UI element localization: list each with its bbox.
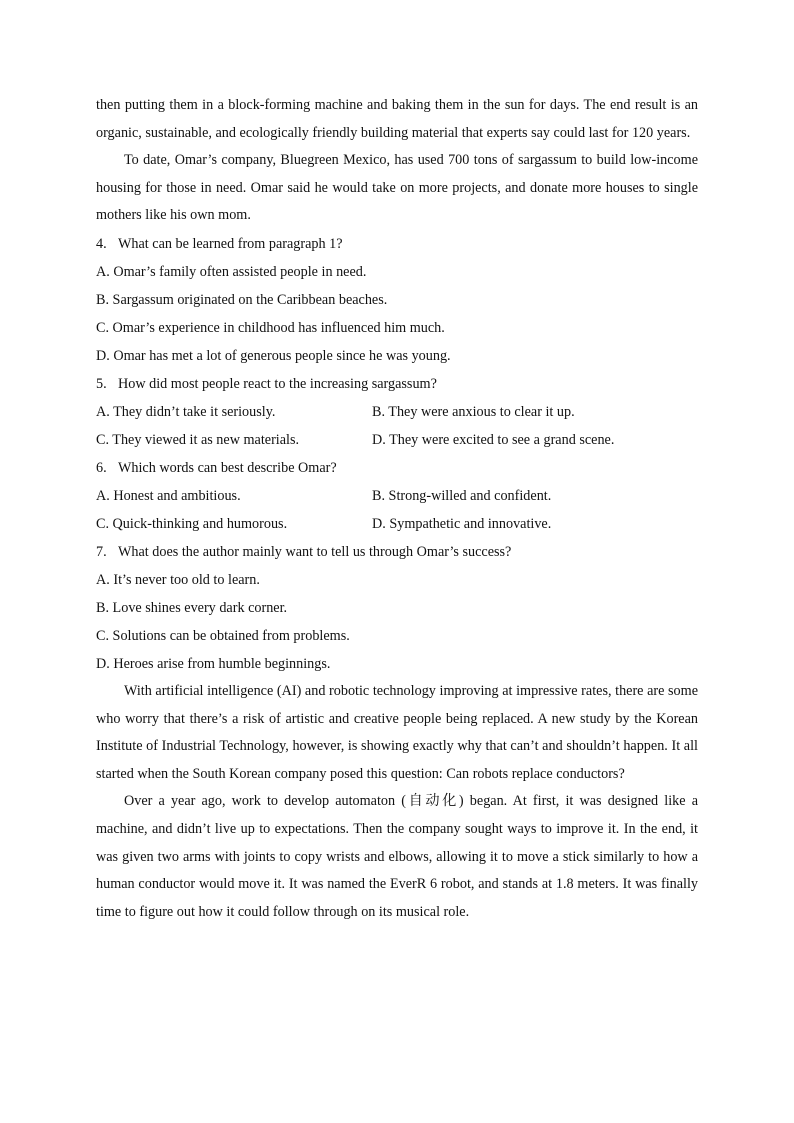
question-text: How did most people react to the increasing sargassum? bbox=[118, 375, 437, 392]
question-5-option-d: D. They were excited to see a grand scene. bbox=[372, 431, 615, 448]
question-6-option-a: A. Honest and ambitious. bbox=[96, 487, 241, 504]
question-4-stem bbox=[96, 230, 698, 258]
question-6 bbox=[96, 454, 698, 538]
question-text: What can be learned from paragraph 1? bbox=[118, 235, 343, 252]
question-6-options-row-2 bbox=[96, 510, 698, 538]
question-5-options-row-2 bbox=[96, 426, 698, 454]
question-5-option-a: A. They didn’t take it seriously. bbox=[96, 403, 276, 420]
question-4-option-b: B. Sargassum originated on the Caribbean beaches. bbox=[96, 291, 388, 308]
question-text: What does the author mainly want to tell us through Omar’s success? bbox=[118, 543, 512, 560]
question-5 bbox=[96, 370, 698, 454]
question-7-option-d: D. Heroes arise from humble beginnings. bbox=[96, 655, 331, 672]
question-5-options-row-1 bbox=[96, 398, 698, 426]
question-number: 7. bbox=[96, 543, 107, 560]
question-4-option-c: C. Omar’s experience in childhood has influenced him much. bbox=[96, 319, 445, 336]
question-7-option-a: A. It’s never too old to learn. bbox=[96, 571, 260, 588]
question-number: 5. bbox=[96, 375, 107, 392]
question-7-option-c: C. Solutions can be obtained from problems. bbox=[96, 627, 350, 644]
question-5-option-c: C. They viewed it as new materials. bbox=[96, 431, 300, 448]
passage-b-paragraph-2: Over a year ago, work to develop automaton (自动化) began. At first, it was designed like a machine, and didn’t live up to expectations. Then the company sought ways to improve it. In the end, it was given two arms with joints to copy wrists and elbows, allowing it to move a stick similarly to how a human conductor would move it. It was named the EverR 6 robot, and stands at 1.8 meters. It was finally time to figure out how it could follow through on its musical role. bbox=[96, 793, 698, 920]
question-number: 4. bbox=[96, 235, 107, 252]
question-6-options-row-1 bbox=[96, 482, 698, 510]
passage-a-paragraph-2: To date, Omar’s company, Bluegreen Mexico, has used 700 tons of sargassum to build low-income housing for those in need. Omar said he would take on more projects, and donate more houses to single mothers like his own mom. bbox=[96, 152, 698, 224]
question-text: Which words can best describe Omar? bbox=[118, 459, 337, 476]
question-4-option-d: D. Omar has met a lot of generous people since he was young. bbox=[96, 347, 451, 364]
passage-a-paragraph-continued: then putting them in a block-forming machine and baking them in the sun for days. The end result is an organic, sustainable, and ecologically friendly building material that experts say could last for 120 years. bbox=[96, 97, 698, 141]
question-5-option-b: B. They were anxious to clear it up. bbox=[372, 403, 575, 420]
question-6-stem bbox=[96, 454, 698, 482]
question-4 bbox=[96, 230, 698, 370]
question-7-stem bbox=[96, 538, 698, 566]
passage-b-paragraph-1: With artificial intelligence (AI) and robotic technology improving at impressive rates, there are some who worry that there’s a risk of artistic and creative people being replaced. A new study by the Korean Institute of Industrial Technology, however, is showing exactly why that can’t and shouldn’t happen. It all started when the South Korean company posed this question: Can robots replace conductors? bbox=[96, 682, 698, 782]
question-6-option-d: D. Sympathetic and innovative. bbox=[372, 515, 552, 532]
question-7-option-b: B. Love shines every dark corner. bbox=[96, 599, 288, 616]
document-page bbox=[96, 92, 698, 926]
question-7 bbox=[96, 538, 698, 678]
question-6-option-c: C. Quick-thinking and humorous. bbox=[96, 515, 288, 532]
question-6-option-b: B. Strong-willed and confident. bbox=[372, 487, 552, 504]
question-number: 6. bbox=[96, 459, 107, 476]
question-5-stem bbox=[96, 370, 698, 398]
question-4-option-a: A. Omar’s family often assisted people in need. bbox=[96, 263, 367, 280]
